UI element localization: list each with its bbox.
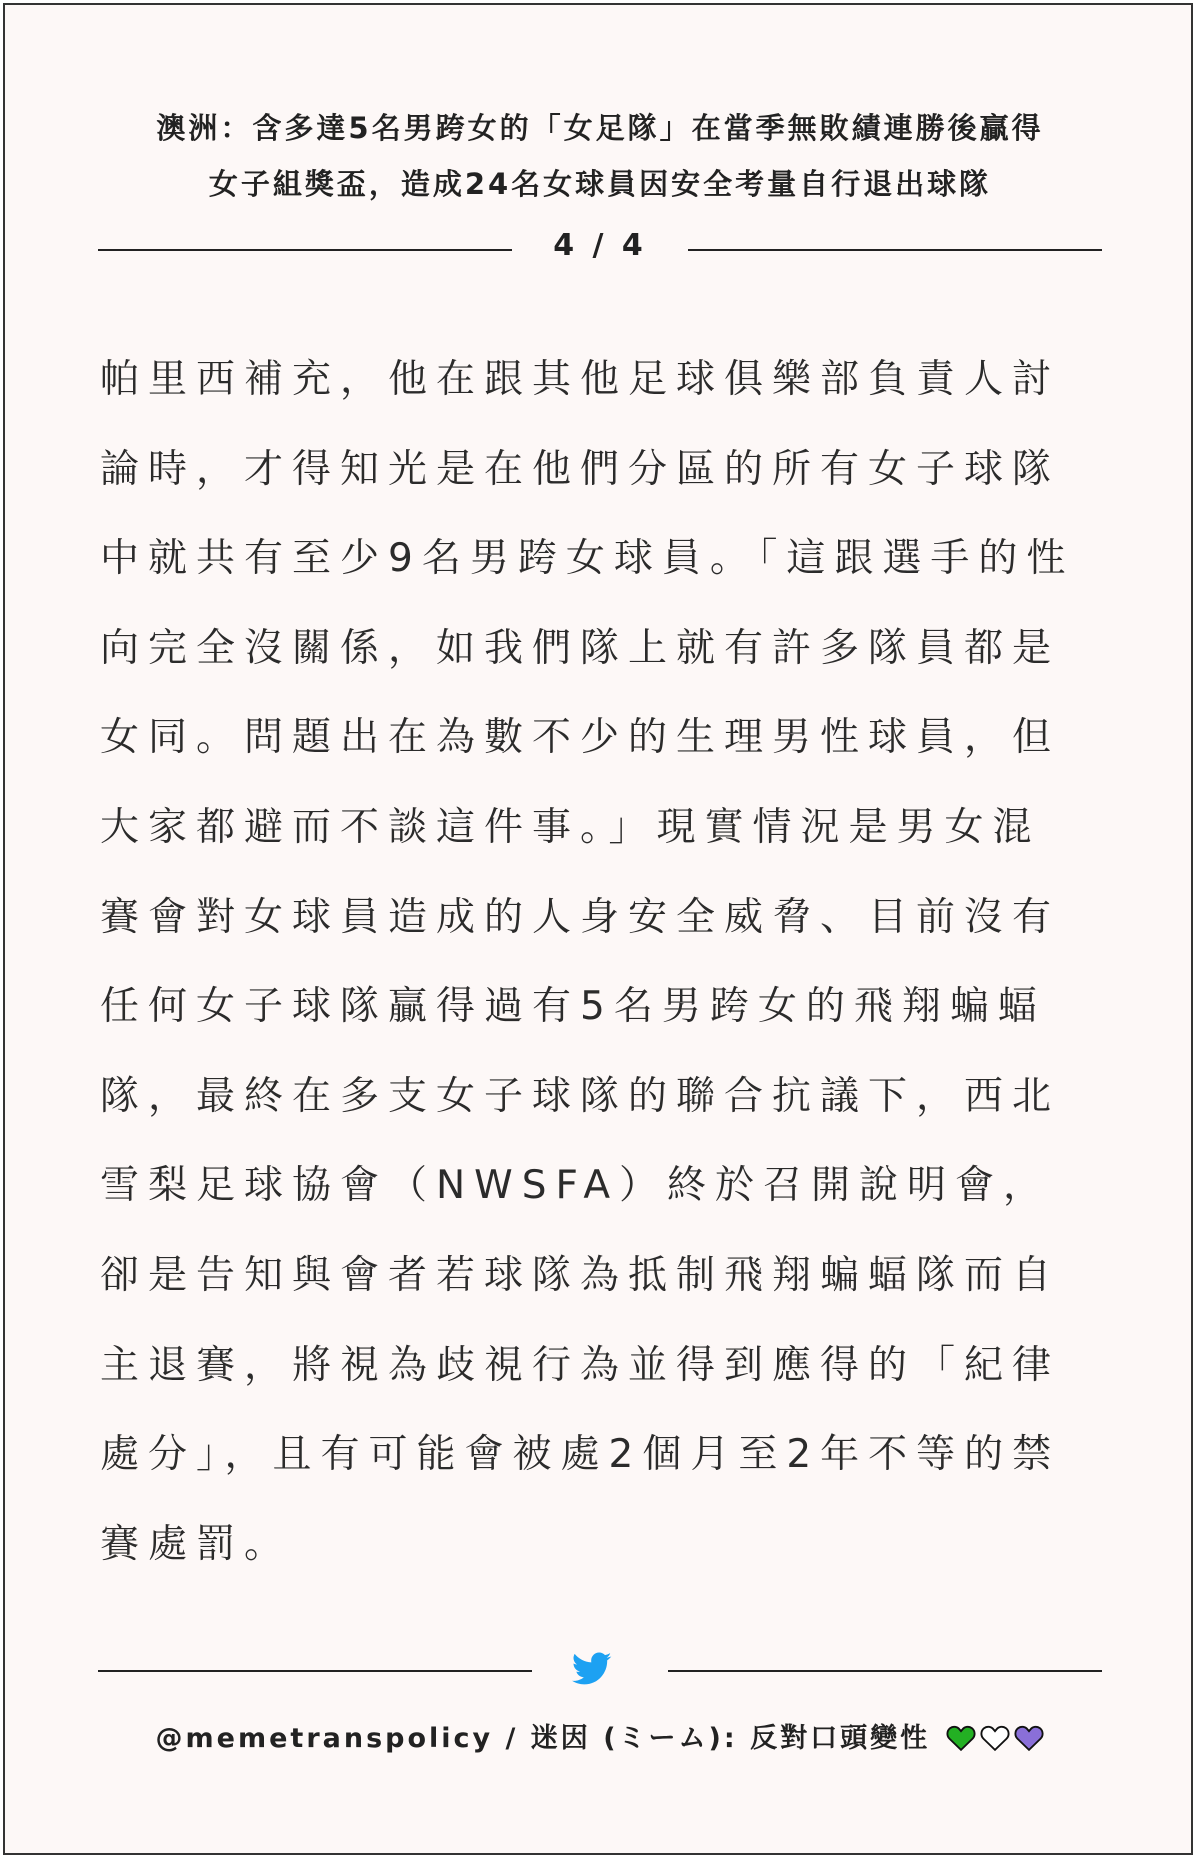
body-line: 賽處罰。 — [100, 1521, 293, 1567]
footer-divider-right — [668, 1670, 1102, 1672]
post-title — [100, 100, 1100, 212]
body-line: 中就共有至少9名男跨女球員。「這跟選手的性 — [100, 536, 1075, 582]
page-counter: 4 / 4 — [553, 228, 647, 263]
body-line: 論時，才得知光是在他們分區的所有女子球隊 — [100, 446, 1061, 492]
footer-divider-left — [98, 1670, 532, 1672]
white-heart-icon — [980, 1724, 1010, 1752]
title-line: 澳洲：含多達5名男跨女的「女足隊」在當季無敗績連勝後贏得 — [156, 111, 1044, 145]
body-line: 隊，最終在多支女子球隊的聯合抗議下，西北 — [100, 1073, 1061, 1119]
body-line: 大家都避而不談這件事。」現實情況是男女混 — [100, 804, 1041, 850]
footer-credit — [100, 1716, 1100, 1755]
green-heart-icon — [946, 1724, 976, 1752]
body-line: 主退賽，將視為歧視行為並得到應得的「紀律 — [100, 1342, 1061, 1388]
twitter-bird-icon — [572, 1652, 612, 1686]
body-line: 賽會對女球員造成的人身安全威脅、目前沒有 — [100, 894, 1061, 940]
body-line: 處分」，且有可能會被處2個月至2年不等的禁 — [100, 1432, 1061, 1478]
body-line: 雪梨足球協會（NWSFA）終於召開說明會， — [100, 1163, 1052, 1209]
purple-heart-icon — [1014, 1724, 1044, 1752]
body-line: 任何女子球隊贏得過有5名男跨女的飛翔蝙蝠 — [100, 984, 1046, 1030]
title-line: 女子組獎盃，造成24名女球員因安全考量自行退出球隊 — [208, 167, 992, 201]
body-text — [100, 335, 1102, 1589]
body-line: 卻是告知與會者若球隊為抵制飛翔蝙蝠隊而自 — [100, 1252, 1061, 1298]
divider-right — [688, 249, 1102, 251]
body-line: 向完全沒關係，如我們隊上就有許多隊員都是 — [100, 625, 1061, 671]
account-handle: @memetranspolicy / 迷因 (ミーム): 反對口頭變性 — [155, 1723, 931, 1754]
body-line: 女同。問題出在為數不少的生理男性球員，但 — [100, 715, 1061, 761]
body-line: 帕里西補充，他在跟其他足球俱樂部負責人討 — [100, 357, 1061, 402]
divider-left — [98, 249, 512, 251]
